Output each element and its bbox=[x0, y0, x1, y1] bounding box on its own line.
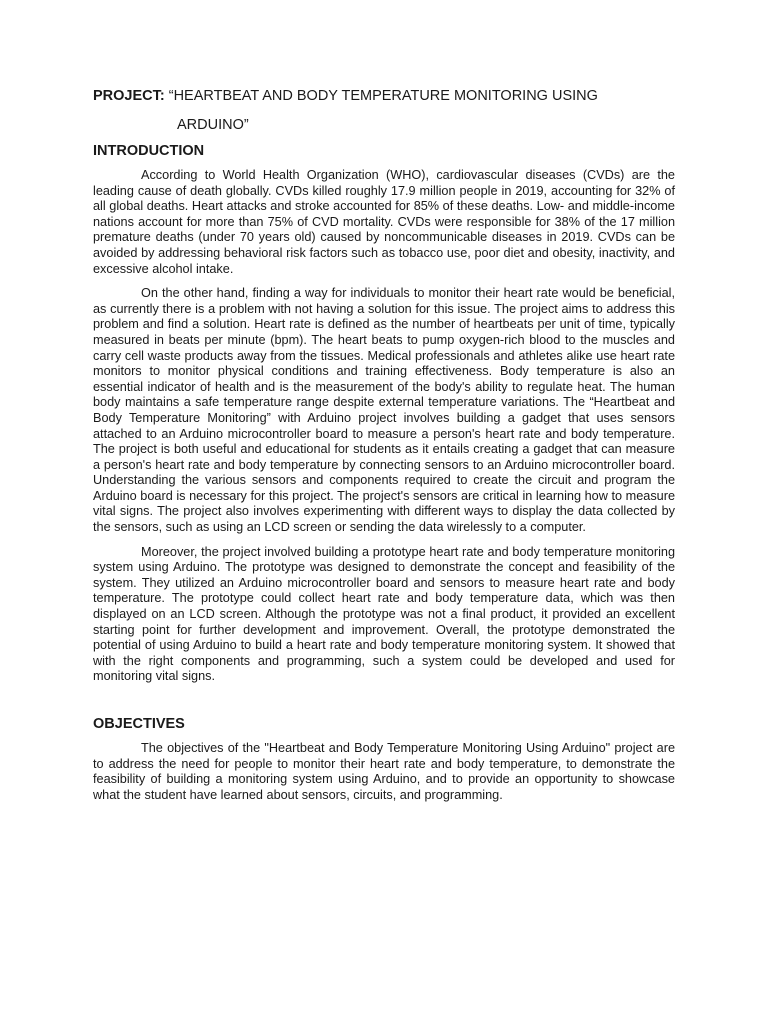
introduction-paragraph-2: On the other hand, finding a way for individuals to monitor their heart rate would be beneficial, as currently there is a problem with not having a solution for this issue. The project aims to address this problem and find a solution. Heart rate is defined as the number of heartbeats per unit of time, typically measured in beats per minute (bpm). The heart beats to pump oxygen-rich blood to the muscles and carry cell waste products away from the tissues. Medical professionals and athletes alike use heart rate monitors to monitor physical conditions and training effectiveness. Body temperature is also an essential indicator of health and is the measurement of the body's ability to regulate heat. The human body maintains a safe temperature range despite external temperature variations. The “Heartbeat and Body Temperature Monitoring” with Arduino project involves building a gadget that uses sensors attached to an Arduino microcontroller board to measure a person's heart rate and body temperature. The project is both useful and educational for students as it entails creating a gadget that can measure a person's heart rate and body temperature by connecting sensors to an Arduino microcontroller board. Understanding the various sensors and components required to create the circuit and program the Arduino board is necessary for this project. The project's sensors are critical in learning how to measure vital signs. The project also involves experimenting with different ways to display the data collected by the sensors, such as using an LCD screen or sending the data wirelessly to a computer. bbox=[93, 286, 675, 535]
objectives-heading: OBJECTIVES bbox=[93, 716, 185, 732]
project-title-line bbox=[93, 87, 675, 105]
introduction-paragraph-1: According to World Health Organization (WHO), cardiovascular diseases (CVDs) are the leading cause of death globally. CVDs killed roughly 17.9 million people in 2019, accounting for 32% of all global deaths. Heart attacks and stroke accounted for 85% of these deaths. Low- and middle-income nations account for more than 75% of CVD mortality. CVDs were responsible for 38% of the 17 million premature deaths (under 70 years old) caused by noncommunicable diseases in 2019. CVDs can be avoided by addressing behavioral risk factors such as tobacco use, poor diet and obesity, inactivity, and excessive alcohol intake. bbox=[93, 168, 675, 276]
introduction-heading: INTRODUCTION bbox=[93, 143, 205, 159]
project-title-part1: “HEARTBEAT AND BODY TEMPERATURE MONITORING USING bbox=[168, 88, 598, 104]
document-page bbox=[93, 87, 675, 803]
project-title-part2: ARDUINO” bbox=[177, 117, 249, 133]
objectives-paragraph-1: The objectives of the "Heartbeat and Body Temperature Monitoring Using Arduino" project are to address the need for people to monitor their heart rate and body temperature, to demonstrate the feasibility of building a monitoring system using Arduino, and to provide an opportunity to showcase what the student have learned about sensors, circuits, and programming. bbox=[93, 741, 675, 802]
project-label: PROJECT: bbox=[93, 88, 165, 104]
introduction-paragraph-3: Moreover, the project involved building a prototype heart rate and body temperature monitoring system using Arduino. The prototype was designed to demonstrate the concept and feasibility of the system. They utilized an Arduino microcontroller board and sensors to measure heart rate and body temperature. The prototype could collect heart rate and body temperature data, which was then displayed on an LCD screen. Although the prototype was not a final product, it provided an excellent starting point for further development and improvement. Overall, the prototype demonstrated the potential of using Arduino to build a heart rate and body temperature monitoring system. It showed that with the right components and programming, such a system could be developed and used for monitoring vital signs. bbox=[93, 544, 675, 684]
